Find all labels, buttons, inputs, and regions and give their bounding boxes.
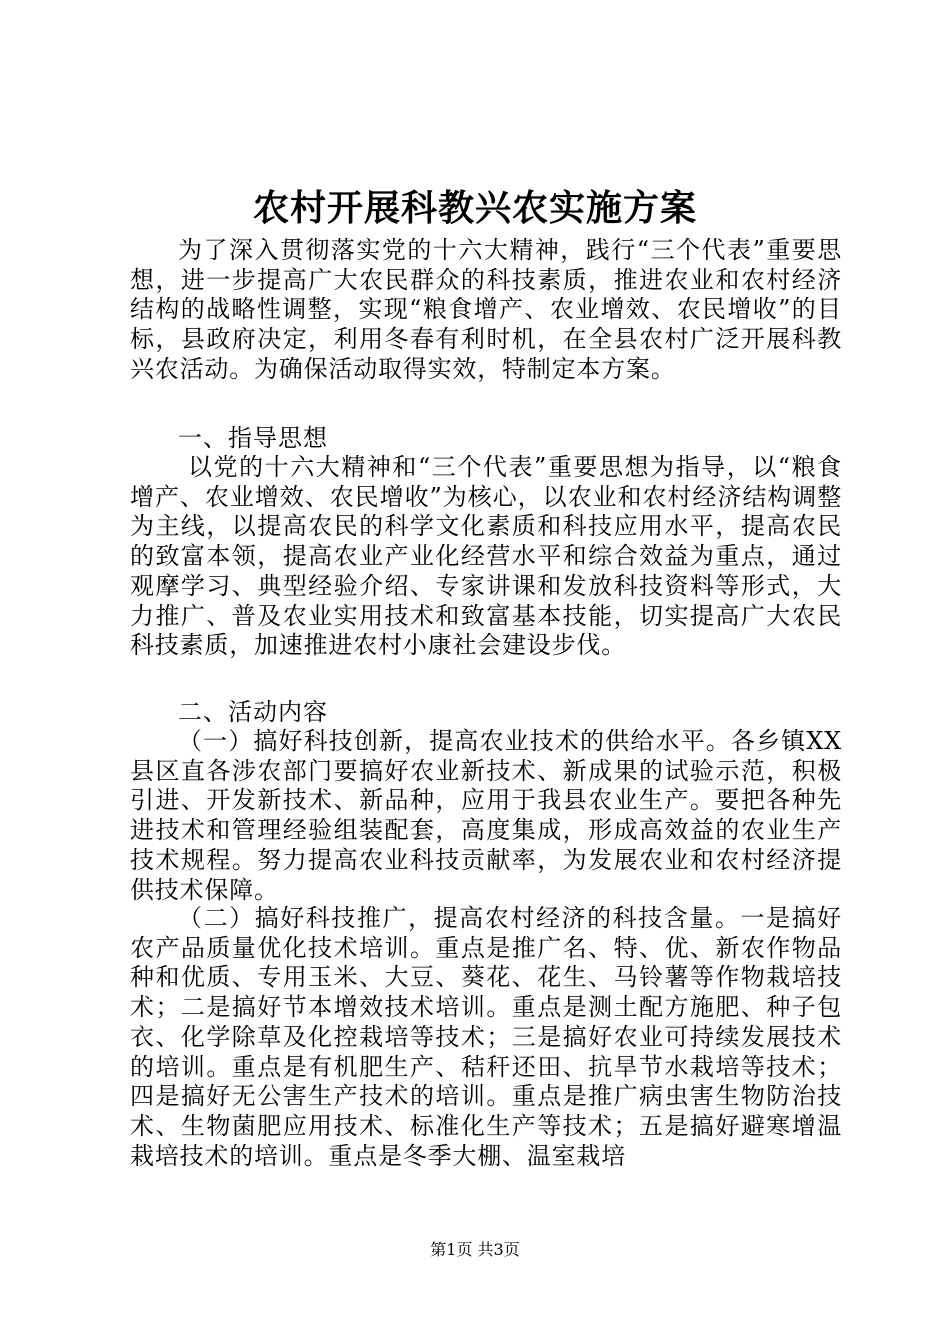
- intro-paragraph: 为了深入贯彻落实党的十六大精神，践行“三个代表”重要思想，进一步提高广大农民群众的科技素质，推进农业和农村经济结构的战略性调整，实现“粮食增产、农业增效、农民增收”的目标，县政府决定，利用冬春有利时机，在全县农村广泛开展科教兴农活动。为确保活动取得实效，特制定本方案。: [130, 236, 842, 383]
- page-footer: 第1页 共3页: [430, 1240, 520, 1259]
- section2-paragraph-2: （二）搞好科技推广，提高农村经济的科技含量。一是搞好农产品质量优化技术培训。重点是推广名、特、优、新农作物品种和优质、专用玉米、大豆、葵花、花生、马铃薯等作物栽培技术；二是搞好节本增效技术培训。重点是测土配方施肥、种子包衣、化学除草及化控栽培等技术；三是搞好农业可持续发展技术的培训。重点是有机肥生产、秸秆还田、抗旱节水栽培等技术；四是搞好无公害生产技术的培训。重点是推广病虫害生物防治技术、生物菌肥应用技术、标准化生产等技术；五是搞好避寒增温栽培技术的培训。重点是冬季大棚、温室栽培: [130, 904, 842, 1170]
- section2-heading: 二、活动内容: [178, 698, 328, 726]
- section1-heading: 一、指导思想: [178, 424, 328, 452]
- section2-paragraph-1: （一）搞好科技创新，提高农业技术的供给水平。各乡镇XX县区直各涉农部门要搞好农业新技术、新成果的试验示范，积极引进、开发新技术、新品种，应用于我县农业生产。要把各种先进技术和管理经验组装配套，高度集成，形成高效益的农业生产技术规程。努力提高农业科技贡献率，为发展农业和农村经济提供技术保障。: [130, 727, 842, 904]
- section1-paragraph: 以党的十六大精神和“三个代表”重要思想为指导，以“粮食增产、农业增效、农民增收”为核心，以农业和农村经济结构调整为主线，以提高农民的科学文化素质和科技应用水平，提高农民的致富本领，提高农业产业化经营水平和综合效益为重点，通过观摩学习、典型经验介绍、专家讲课和发放科技资料等形式，大力推广、普及农业实用技术和致富基本技能，切实提高广大农民科技素质，加速推进农村小康社会建设步伐。: [130, 453, 842, 660]
- document-title: 农村开展科教兴农实施方案: [252, 187, 697, 229]
